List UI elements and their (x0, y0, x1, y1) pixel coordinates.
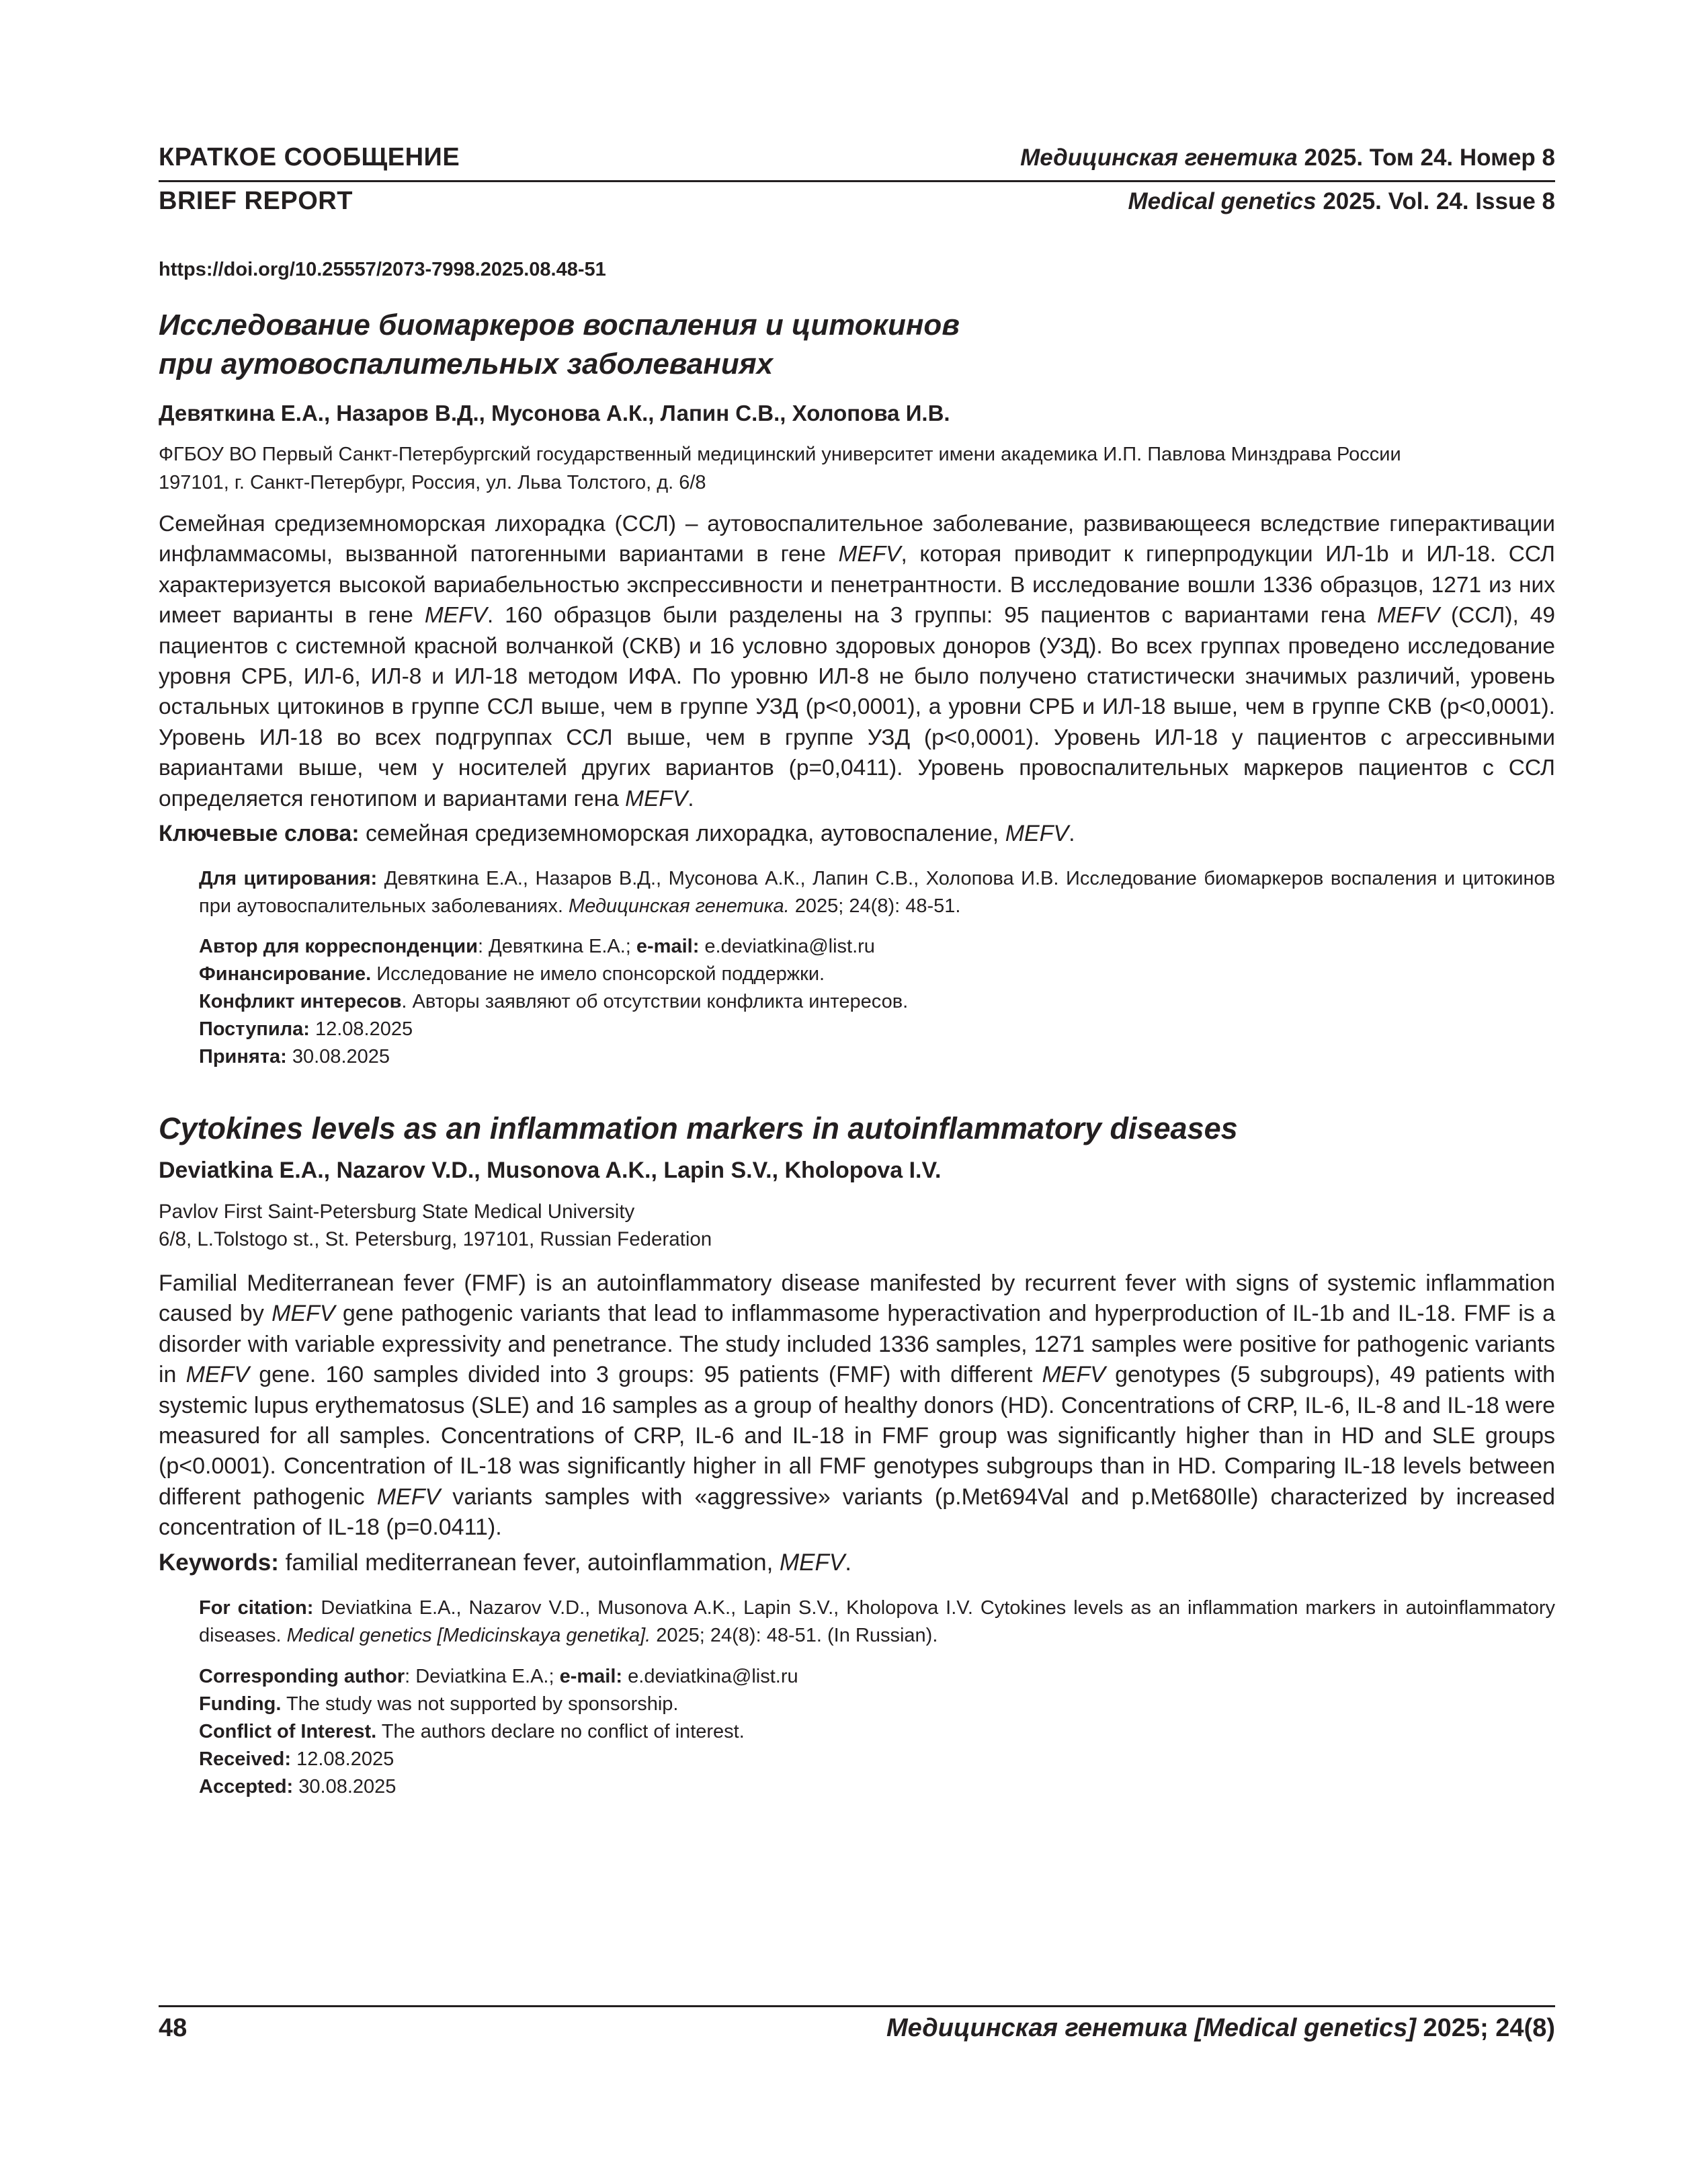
gene-name: MEFV (625, 786, 688, 811)
article-info-ru (199, 933, 1555, 1071)
corresponding-author-en-label: Corresponding author (199, 1666, 405, 1687)
funding-en (199, 1691, 1555, 1718)
email-ru-link[interactable]: e.deviatkina@list.ru (699, 936, 875, 957)
received-en (199, 1746, 1555, 1773)
keywords-ru-text: семейная средиземноморская лихорадка, аутовоспаление, (359, 821, 1005, 846)
page-footer (159, 2014, 1555, 2043)
accepted-en-date: 30.08.2025 (293, 1776, 397, 1797)
abstract-ru (159, 509, 1555, 814)
gene-name: MEFV (1042, 1362, 1106, 1388)
affiliation-en-line2: 6/8, L.Tolstogo st., St. Petersburg, 197101, Russian Federation (159, 1228, 712, 1250)
citation-en (199, 1594, 1555, 1650)
title-ru-line2: при аутовоспалительных заболеваниях (159, 348, 774, 380)
accepted-en-label: Accepted: (199, 1776, 294, 1797)
title-ru (159, 306, 960, 384)
conflict-ru-text: . Авторы заявляют об отсутствии конфликта интересов. (401, 991, 909, 1012)
accepted-ru-date: 30.08.2025 (286, 1046, 390, 1067)
doi-link[interactable]: https://doi.org/10.25557/2073-7998.2025.08.48-51 (159, 259, 606, 280)
email-en-link[interactable]: e.deviatkina@list.ru (622, 1666, 798, 1687)
citation-ru-journal: Медицинская генетика. (569, 895, 790, 917)
running-header-ru (159, 143, 1555, 172)
citation-en-text: Deviatkina E.A., Nazarov V.D., Musonova A.K., Lapin S.V., Kholopova I.V. Cytokines levels as an inflammation markers in autoinflammatory diseases. (199, 1597, 1555, 1646)
gene-name: MEFV (1005, 821, 1069, 846)
conflict-en (199, 1718, 1555, 1746)
funding-ru-label: Финансирование. (199, 963, 372, 985)
abstract-en-text: gene pathogenic variants that lead to inflammasome hyperactivation and hyperproduction of IL-1b and IL-18. FMF is a disorder with variable expressivity and penetrance. The study included 1336 samples, 1271 samples were positive for pathogenic variants in (159, 1301, 1555, 1388)
corresponding-author-ru-label: Автор для корреспонденции (199, 936, 478, 957)
page-number: 48 (159, 2014, 188, 2042)
funding-en-label: Funding. (199, 1693, 282, 1715)
conflict-ru-label: Конфликт интересов (199, 991, 402, 1012)
received-ru-date: 12.08.2025 (309, 1018, 413, 1040)
article-info-en (199, 1663, 1555, 1801)
conflict-ru (199, 988, 1555, 1016)
article-page (159, 0, 1555, 2184)
email-ru-label: e-mail: (636, 936, 700, 957)
keywords-en-label: Keywords: (159, 1549, 279, 1576)
footer-rule (159, 2005, 1555, 2007)
funding-en-text: The study was not supported by sponsorship. (281, 1693, 679, 1715)
gene-name: MEFV (376, 1484, 441, 1510)
citation-en-journal: Medical genetics [Medicinskaya genetika]. (286, 1625, 651, 1646)
abstract-ru-text: , которая приводит к гиперпродукции ИЛ-1b и ИЛ-18. ССЛ характеризуется высокой вариабельностью экспрессивности и пенетрантности. В исследование вошли 1336 образцов, 1271 из них имеет варианты в гене (159, 542, 1555, 629)
keywords-ru-label: Ключевые слова: (159, 821, 360, 846)
footer-issue: 2025; 24(8) (1415, 2014, 1555, 2042)
issue-ru: 2025. Том 24. Номер 8 (1297, 145, 1555, 171)
corresponding-author-en (199, 1663, 1555, 1691)
title-ru-line1: Исследование биомаркеров воспаления и цитокинов (159, 309, 960, 341)
authors-en: Deviatkina E.A., Nazarov V.D., Musonova A.K., Lapin S.V., Kholopova I.V. (159, 1158, 942, 1183)
section-label-en: BRIEF REPORT (159, 187, 353, 215)
abstract-en (159, 1268, 1555, 1543)
abstract-ru-text: . (688, 786, 694, 811)
accepted-ru-label: Принята: (199, 1046, 287, 1067)
abstract-en-text: variants samples with «aggressive» variants (p.Met694Val and p.Met680Ile) characterized by increased concentration of IL-18 (p=0.0411). (159, 1484, 1556, 1541)
abstract-ru-text: . 160 образцов были разделены на 3 группы: 95 пациентов с вариантами гена (487, 603, 1377, 629)
citation-en-label: For citation: (199, 1597, 314, 1619)
header-rule (159, 180, 1555, 182)
keywords-en-end: . (845, 1549, 851, 1576)
citation-en-end: 2025; 24(8): 48-51. (In Russian). (651, 1625, 938, 1646)
journal-issue-ru (1020, 145, 1555, 171)
footer-journal (886, 2014, 1555, 2043)
received-en-label: Received: (199, 1748, 292, 1770)
gene-name: MEFV (780, 1549, 845, 1576)
accepted-en (199, 1773, 1555, 1801)
affiliation-en (159, 1198, 712, 1253)
received-en-date: 12.08.2025 (291, 1748, 394, 1770)
gene-name: MEFV (185, 1362, 250, 1388)
keywords-en (159, 1548, 851, 1578)
abstract-ru-text: (ССЛ), 49 пациентов с системной красной волчанкой (СКВ) и 16 условно здоровых доноров (УЗД). Во всех группах проведено исследование уровня СРБ, ИЛ-6, ИЛ-8 и ИЛ-18 методом ИФА. По уровню ИЛ-8 не было получено статистически значимых различий, уровень остальных цитокинов в группе ССЛ выше, чем в группе УЗД (p<0,0001), а уровни СРБ и ИЛ-18 выше, чем в группе СКВ (p<0,0001). Уровень ИЛ-18 во всех подгруппах ССЛ выше, чем в группе УЗД (p<0,0001). Уровень ИЛ-18 у пациентов с агрессивными вариантами выше, чем у носителей других вариантов (p=0,0411). Уровень провоспалительных маркеров пациентов с ССЛ определяется генотипом и вариантами гена (159, 603, 1555, 811)
footer-journal-name: Медицинская генетика [Medical genetics] (886, 2014, 1416, 2042)
affiliation-ru-line2: 197101, г. Санкт-Петербург, Россия, ул. Льва Толстого, д. 6/8 (159, 472, 706, 493)
gene-name: MEFV (1376, 603, 1440, 629)
keywords-en-text: familial mediterranean fever, autoinflammation, (278, 1549, 780, 1576)
citation-ru (199, 865, 1555, 920)
citation-ru-text: Девяткина Е.А., Назаров В.Д., Мусонова А.К., Лапин С.В., Холопова И.В. Исследование биомаркеров воспаления и цитокинов при аутовоспалительных заболеваниях. (199, 868, 1556, 917)
corresponding-author-ru (199, 933, 1555, 961)
journal-issue-en (1128, 188, 1555, 215)
corresponding-author-ru-name: : Девяткина Е.А.; (477, 936, 636, 957)
issue-en: 2025. Vol. 24. Issue 8 (1316, 188, 1555, 214)
citation-ru-label: Для цитирования: (199, 868, 378, 889)
affiliation-ru-line1: ФГБОУ ВО Первый Санкт-Петербургский государственный медицинский университет имени академика И.П. Павлова Минздрава России (159, 444, 1401, 465)
gene-name: MEFV (424, 603, 487, 629)
conflict-en-label: Conflict of Interest. (199, 1721, 377, 1742)
conflict-en-text: The authors declare no conflict of interest. (376, 1721, 745, 1742)
journal-name-en: Medical genetics (1128, 188, 1317, 214)
running-header-en (159, 187, 1555, 216)
authors-ru: Девяткина Е.А., Назаров В.Д., Мусонова А.К., Лапин С.В., Холопова И.В. (159, 401, 950, 426)
email-en-label: e-mail: (559, 1666, 623, 1687)
funding-ru-text: Исследование не имело спонсорской поддержки. (371, 963, 825, 985)
gene-name: MEFV (838, 542, 901, 567)
funding-ru (199, 961, 1555, 988)
affiliation-en-line1: Pavlov First Saint-Petersburg State Medical University (159, 1201, 635, 1223)
abstract-en-text: Familial Mediterranean fever (FMF) is an autoinflammatory disease manifested by recurrent fever with signs of systemic inflammation caused by (159, 1270, 1555, 1327)
abstract-en-text: gene. 160 samples divided into 3 groups: 95 patients (FMF) with different (249, 1362, 1042, 1388)
citation-ru-end: 2025; 24(8): 48-51. (789, 895, 961, 917)
keywords-ru (159, 819, 1075, 848)
section-label-ru: КРАТКОЕ СООБЩЕНИЕ (159, 143, 460, 171)
received-ru (199, 1016, 1555, 1043)
corresponding-author-en-name: : Deviatkina E.A.; (405, 1666, 560, 1687)
keywords-ru-end: . (1069, 821, 1075, 846)
abstract-en-text: genotypes (5 subgroups), 49 patients with systemic lupus erythematosus (SLE) and 16 samples as a group of healthy donors (HD). Concentrations of CRP, IL-6, IL-8 and IL-18 were measured for all samples. Concentrations of CRP, IL-6 and IL-18 in FMF group was significantly higher than in HD and SLE groups (p<0.0001). Concentration of IL-18 was significantly higher in all FMF genotypes subgroups than in HD. Comparing IL-18 levels between different pathogenic (159, 1362, 1555, 1510)
accepted-ru (199, 1043, 1555, 1071)
title-en: Cytokines levels as an inflammation markers in autoinflammatory diseases (159, 1111, 1238, 1145)
abstract-ru-text: Семейная средиземноморская лихорадка (ССЛ) – аутовоспалительное заболевание, развивающееся вследствие гиперактивации инфламмасомы, вызванной патогенными вариантами в гене (159, 512, 1555, 567)
received-ru-label: Поступила: (199, 1018, 310, 1040)
gene-name: MEFV (272, 1301, 335, 1327)
journal-name-ru: Медицинская генетика (1020, 145, 1298, 171)
affiliation-ru (159, 440, 1401, 497)
